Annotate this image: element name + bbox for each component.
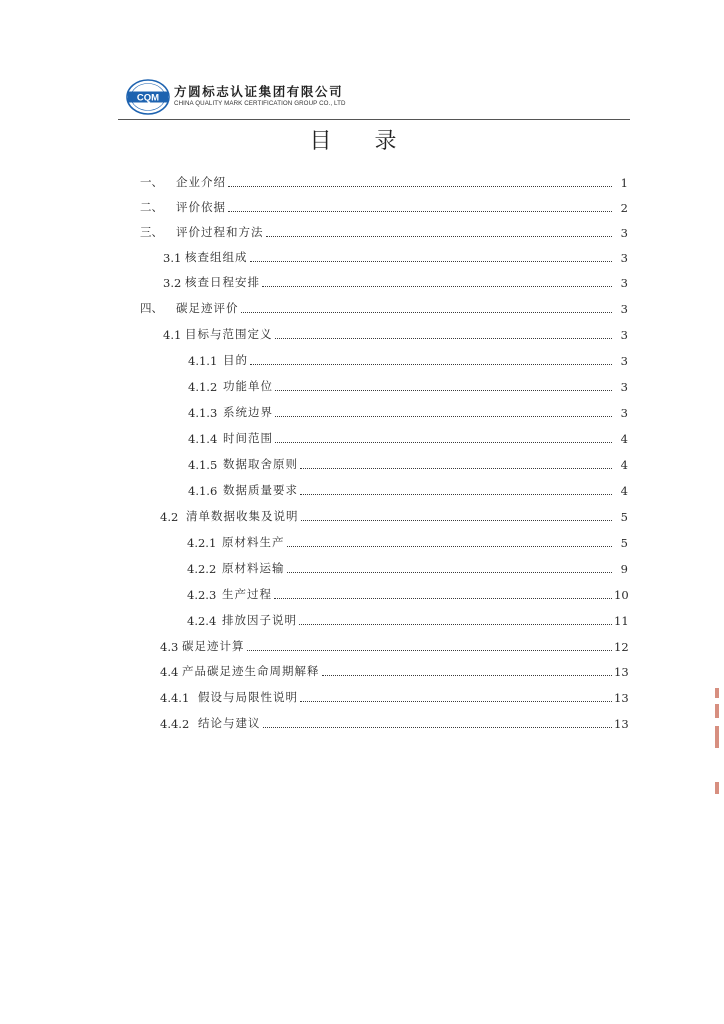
scan-edge-mark	[715, 782, 719, 794]
toc-entry-label: 排放因子说明	[222, 613, 297, 627]
toc-entry-page: 13	[614, 691, 629, 705]
toc-entry-page: 1	[620, 176, 628, 190]
toc-entry-number: 4.1	[163, 328, 182, 342]
toc-entry	[140, 197, 628, 215]
toc-entry-label: 生产过程	[222, 587, 272, 601]
toc-entry	[140, 298, 628, 316]
toc-entry-number: 4.4	[160, 665, 179, 679]
toc-entry	[188, 376, 628, 394]
toc-dot-leader	[287, 572, 613, 573]
toc-entry-number: 4.2.4	[187, 614, 217, 628]
letterhead	[118, 76, 630, 122]
toc-dot-leader	[299, 624, 612, 625]
toc-dot-leader	[228, 211, 612, 212]
page-title: 目 录	[309, 129, 415, 154]
toc-entry-number: 3.1	[163, 251, 182, 265]
toc-entry-page: 4	[620, 432, 628, 446]
toc-dot-leader	[275, 442, 612, 443]
toc-entry-label: 原材料生产	[222, 535, 285, 549]
toc-dot-leader	[300, 494, 612, 495]
toc-entry	[163, 247, 628, 265]
toc-dot-leader	[263, 727, 613, 728]
toc-entry-label: 碳足迹计算	[182, 639, 245, 653]
toc-entry-page: 3	[620, 380, 628, 394]
toc-entry-page: 12	[614, 640, 629, 654]
toc-entry	[187, 558, 628, 576]
toc-entry-number: 4.1.2	[188, 380, 218, 394]
toc-entry	[160, 636, 628, 654]
toc-entry-label: 产品碳足迹生命周期解释	[182, 664, 320, 678]
toc-entry	[188, 428, 628, 446]
toc-entry-label: 核查组组成	[185, 250, 248, 264]
toc-entry	[160, 687, 628, 705]
toc-entry-number: 4.2.1	[187, 536, 217, 550]
toc-entry-label: 假设与局限性说明	[198, 690, 298, 704]
toc-entry-page: 4	[620, 458, 628, 472]
toc-entry	[163, 324, 628, 342]
toc-entry	[163, 272, 628, 290]
toc-entry-number: 4.2.3	[187, 588, 217, 602]
toc-dot-leader	[266, 236, 613, 237]
toc-entry-page: 13	[614, 717, 629, 731]
company-name-cn: 方圆标志认证集团有限公司	[174, 84, 344, 99]
toc-dot-leader	[300, 468, 612, 469]
toc-entry-number: 4.1.3	[188, 406, 218, 420]
toc-dot-leader	[301, 520, 613, 521]
toc-dot-leader	[300, 701, 612, 702]
toc-entry-number: 一、	[140, 175, 163, 189]
toc-dot-leader	[275, 416, 612, 417]
toc-entry-number: 3.2	[163, 276, 182, 290]
toc-entry	[140, 172, 628, 190]
toc-entry-number: 4.2	[160, 510, 179, 524]
toc-entry-page: 3	[620, 328, 628, 342]
toc-entry-label: 企业介绍	[176, 175, 226, 189]
cqm-logo-icon	[125, 78, 171, 116]
toc-dot-leader	[274, 598, 612, 599]
toc-dot-leader	[322, 675, 613, 676]
toc-entry-label: 数据取舍原则	[223, 457, 298, 471]
logo-text: CQM	[136, 92, 160, 104]
toc-entry-number: 4.1.4	[188, 432, 218, 446]
toc-entry-page: 5	[620, 510, 628, 524]
toc-entry-page: 4	[620, 484, 628, 498]
toc-dot-leader	[250, 261, 613, 262]
toc-entry	[188, 350, 628, 368]
toc-entry	[140, 222, 628, 240]
toc-entry-page: 3	[620, 302, 628, 316]
toc-entry-page: 3	[620, 406, 628, 420]
toc-entry-number: 4.1.5	[188, 458, 218, 472]
toc-entry	[187, 532, 628, 550]
toc-entry-page: 5	[620, 536, 628, 550]
toc-entry-page: 2	[620, 201, 628, 215]
toc-entry	[187, 610, 628, 628]
toc-entry-label: 原材料运输	[222, 561, 285, 575]
toc-entry-number: 4.3	[160, 640, 179, 654]
toc-dot-leader	[241, 312, 613, 313]
toc-entry-page: 13	[614, 665, 629, 679]
toc-entry-label: 清单数据收集及说明	[186, 509, 299, 523]
toc-entry-number: 4.1.6	[188, 484, 218, 498]
toc-entry	[160, 661, 628, 679]
toc-entry-label: 系统边界	[223, 405, 273, 419]
toc-entry	[188, 454, 628, 472]
toc-entry	[187, 584, 628, 602]
toc-entry-number: 4.4.2	[160, 717, 190, 731]
toc-entry-number: 4.4.1	[160, 691, 190, 705]
toc-entry-label: 评价过程和方法	[176, 225, 264, 239]
toc-entry-number: 4.2.2	[187, 562, 217, 576]
toc-entry-label: 时间范围	[223, 431, 273, 445]
toc-entry-page: 3	[620, 226, 628, 240]
company-logo	[125, 78, 171, 116]
toc-entry-number: 四、	[140, 301, 163, 315]
toc-entry-page: 3	[620, 354, 628, 368]
toc-entry	[160, 713, 628, 731]
company-name-en: CHINA QUALITY MARK CERTIFICATION GROUP CO., LTD	[174, 100, 346, 107]
toc-entry-page: 3	[620, 251, 628, 265]
toc-entry	[188, 480, 628, 498]
toc-entry	[188, 402, 628, 420]
toc-entry-label: 目标与范围定义	[185, 327, 273, 341]
toc-dot-leader	[275, 338, 613, 339]
toc-dot-leader	[262, 286, 612, 287]
toc-entry-label: 评价依据	[176, 200, 226, 214]
toc-entry	[160, 506, 628, 524]
toc-dot-leader	[287, 546, 613, 547]
toc-entry-page: 10	[614, 588, 629, 602]
toc-entry-number: 三、	[140, 225, 163, 239]
toc-dot-leader	[275, 390, 612, 391]
toc-entry-label: 目的	[223, 353, 248, 367]
toc-dot-leader	[247, 650, 613, 651]
scan-edge-mark	[715, 688, 719, 698]
scan-edge-mark	[715, 704, 719, 718]
toc-entry-page: 11	[614, 614, 629, 628]
toc-dot-leader	[250, 364, 612, 365]
toc-entry-label: 功能单位	[223, 379, 273, 393]
toc-dot-leader	[228, 186, 612, 187]
toc-entry-label: 结论与建议	[198, 716, 261, 730]
toc-entry-label: 数据质量要求	[223, 483, 298, 497]
scan-edge-mark	[715, 726, 719, 748]
toc-entry-page: 9	[620, 562, 628, 576]
toc-entry-number: 4.1.1	[188, 354, 218, 368]
toc-entry-number: 二、	[140, 200, 163, 214]
header-divider	[118, 119, 630, 120]
toc-entry-label: 碳足迹评价	[176, 301, 239, 315]
toc-entry-label: 核查日程安排	[185, 275, 260, 289]
toc-entry-page: 3	[620, 276, 628, 290]
